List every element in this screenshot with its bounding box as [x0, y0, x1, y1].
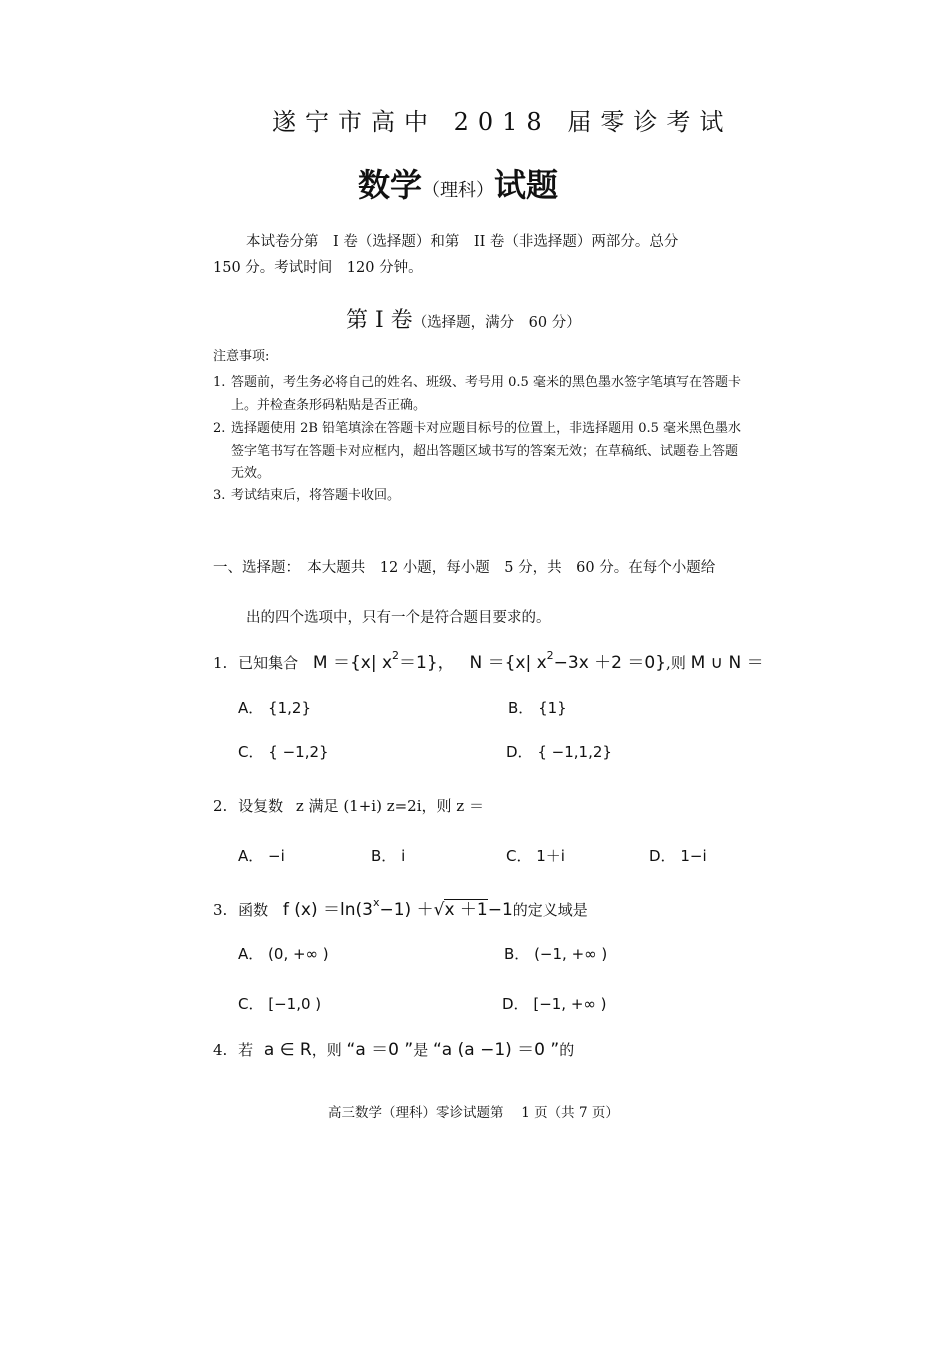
notes-heading: 注意事项:: [213, 349, 270, 364]
q3-option-b: B． (−1, +∞ ): [504, 945, 608, 963]
statement-2: “a (a −1) ＝0 ”: [433, 1040, 560, 1060]
note-line: 考试结束后，将答题卡收回。: [231, 488, 401, 503]
q3-option-c: C． [−1,0 ): [238, 995, 322, 1013]
part1-line-2: 出的四个选项中，只有一个是符合题目要求的。: [246, 610, 551, 626]
function-expr: f $(x) =\ln(3^x-1) +√x +1-1$: [282, 896, 513, 920]
subject-paren: （理科）: [422, 180, 495, 201]
question-lead: 若: [238, 1041, 254, 1059]
question-4: [213, 1035, 574, 1060]
note-line: 答题前，考生务必将自己的姓名、班级、考号用 0.5 毫米的黑色墨水签字笔填写在答题卡: [231, 375, 741, 390]
question-number: 2.: [213, 797, 228, 815]
subject-title: [358, 160, 558, 206]
q2-option-d: D． 1−i: [649, 847, 707, 865]
intro-line-1: 本试卷分第 I 卷（选择题）和第 II 卷（非选择题）两部分。总分: [246, 234, 679, 250]
q2-option-b: B． i: [371, 847, 406, 865]
question-number: 4.: [213, 1041, 228, 1059]
page-footer: 高三数学（理科）零诊试题第 1 页（共 7 页）: [328, 1105, 619, 1121]
question-lead: 函数: [238, 901, 269, 919]
question-tail: 的: [559, 1041, 575, 1059]
question-2: [213, 795, 484, 816]
question-mid: ，则: [311, 1041, 342, 1059]
question-tail: 的定义域是: [512, 901, 588, 919]
note-item-3: [213, 485, 401, 508]
section-heading: [346, 303, 581, 334]
q1-option-d: D． { −1,1,2}: [506, 743, 612, 761]
subject-tail: 试题: [494, 166, 559, 204]
section-sub: （选择题，满分 60 分）: [412, 315, 581, 331]
question-lead: 已知集合: [238, 654, 299, 672]
set-m: M ＝{x| $x^2=1$}，: [312, 649, 455, 673]
condition-expr: a ∈ R: [263, 1040, 312, 1060]
question-number: 1.: [213, 654, 228, 672]
question-1: [213, 648, 764, 673]
intro-line-2: 150 分。考试时间 120 分钟。: [213, 260, 423, 276]
note-item-2: [213, 418, 742, 441]
question-lead: 设复数: [238, 797, 284, 815]
note-line: 无效。: [231, 466, 271, 481]
set-n: N ＝{x| $x^2-3x +2 =0$}: [469, 649, 667, 673]
question-is: 是: [413, 1041, 429, 1059]
note-number: 1.: [213, 375, 226, 390]
q1-option-b: B． {1}: [508, 699, 567, 717]
q1-option-c: C． { −1,2}: [238, 743, 329, 761]
note-number: 2.: [213, 421, 226, 436]
union-expr: M ∪ N ＝: [690, 653, 764, 673]
question-3: [213, 895, 588, 920]
q1-option-a: A． {1,2}: [238, 699, 311, 717]
q3-option-d: D． [−1, +∞ ): [502, 995, 607, 1013]
subject-main: 数学: [358, 166, 423, 204]
question-tail: ,则: [666, 654, 686, 672]
note-number: 3.: [213, 488, 226, 503]
note-line: 签字笔书写在答题卡对应框内，超出答题区域书写的答案无效；在草稿纸、试题卷上答题: [231, 444, 739, 459]
part1-line-1: 一、选择题： 本大题共 12 小题，每小题 5 分，共 60 分。在每个小题给: [213, 560, 716, 576]
statement-1: “a ＝0 ”: [346, 1040, 414, 1060]
q2-option-c: C． 1＋i: [506, 847, 565, 865]
section-title: 第 I 卷: [346, 308, 413, 333]
exam-title: 遂宁市高中 2018 届零诊考试: [272, 108, 733, 136]
note-line: 选择题使用 2B 铅笔填涂在答题卡对应题目标号的位置上，非选择题用 0.5 毫米黑色墨水: [231, 421, 742, 436]
q2-option-a: A． −i: [238, 847, 285, 865]
note-line: 上。并检查条形码粘贴是否正确。: [231, 398, 427, 413]
question-number: 3.: [213, 901, 228, 919]
q3-option-a: A． (0, +∞ ): [238, 945, 329, 963]
note-item-1: [213, 372, 741, 395]
question-expr: z 满足 (1+i) z=2i，则 z ＝: [295, 797, 484, 815]
